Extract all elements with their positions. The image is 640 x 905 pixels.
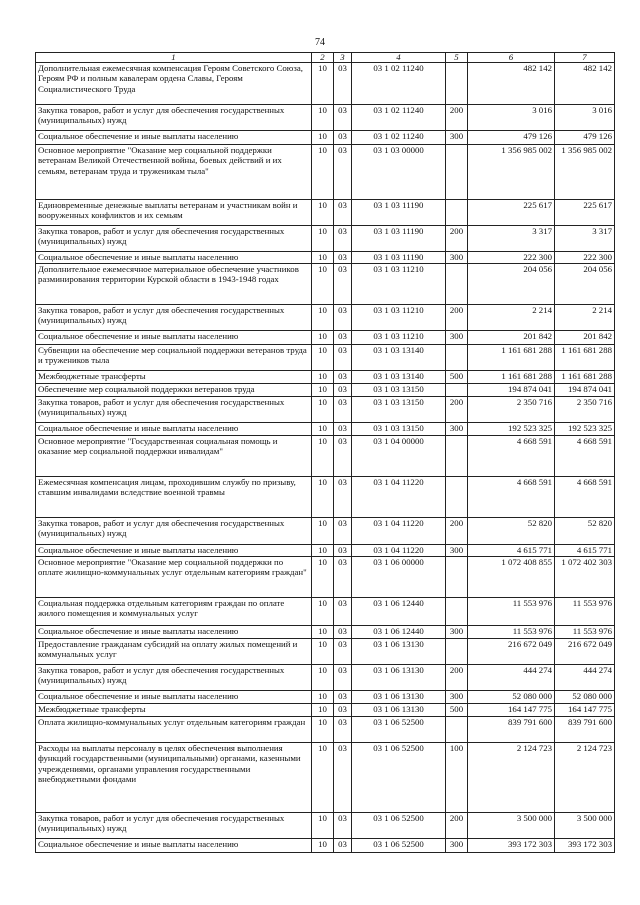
table-row — [36, 704, 615, 717]
amount-2: 194 874 041 — [555, 384, 615, 397]
target-article-code: 03 1 06 13130 — [352, 639, 446, 665]
expense-type-code — [446, 145, 468, 200]
row-name: Оплата жилищно-коммунальных услуг отдельным категориям граждан — [36, 717, 312, 743]
section-code: 10 — [312, 545, 334, 557]
section-code: 10 — [312, 717, 334, 743]
section-code: 10 — [312, 397, 334, 423]
subsection-code: 03 — [334, 105, 352, 131]
expense-type-code: 100 — [446, 743, 468, 813]
subsection-code: 03 — [334, 813, 352, 839]
amount-2: 3 500 000 — [555, 813, 615, 839]
table-row — [36, 839, 615, 853]
expense-type-code: 500 — [446, 371, 468, 384]
column-number: 3 — [334, 53, 352, 63]
subsection-code: 03 — [334, 423, 352, 436]
expense-type-code — [446, 477, 468, 518]
section-code: 10 — [312, 331, 334, 345]
table-row — [36, 200, 615, 226]
amount-1: 393 172 303 — [468, 839, 555, 853]
section-code: 10 — [312, 839, 334, 853]
amount-1: 3 500 000 — [468, 813, 555, 839]
target-article-code: 03 1 06 13130 — [352, 665, 446, 691]
target-article-code: 03 1 03 11210 — [352, 331, 446, 345]
target-article-code: 03 1 03 13140 — [352, 371, 446, 384]
table-row — [36, 477, 615, 518]
section-code: 10 — [312, 252, 334, 264]
subsection-code: 03 — [334, 145, 352, 200]
section-code: 10 — [312, 384, 334, 397]
row-name: Межбюджетные трансферты — [36, 371, 312, 384]
target-article-code: 03 1 03 11190 — [352, 252, 446, 264]
target-article-code: 03 1 03 13150 — [352, 397, 446, 423]
subsection-code: 03 — [334, 252, 352, 264]
row-name: Межбюджетные трансферты — [36, 704, 312, 717]
amount-2: 2 214 — [555, 305, 615, 331]
subsection-code: 03 — [334, 704, 352, 717]
table-row — [36, 371, 615, 384]
row-name: Социальное обеспечение и иные выплаты населению — [36, 423, 312, 436]
subsection-code: 03 — [334, 63, 352, 105]
expense-type-code — [446, 63, 468, 105]
expense-type-code — [446, 264, 468, 305]
amount-1: 1 161 681 288 — [468, 371, 555, 384]
subsection-code: 03 — [334, 371, 352, 384]
target-article-code: 03 1 03 13150 — [352, 423, 446, 436]
subsection-code: 03 — [334, 598, 352, 626]
amount-1: 52 080 000 — [468, 691, 555, 704]
expense-type-code: 500 — [446, 704, 468, 717]
amount-2: 52 820 — [555, 518, 615, 545]
row-name: Закупка товаров, работ и услуг для обеспечения государственных (муниципальных) нужд — [36, 813, 312, 839]
section-code: 10 — [312, 743, 334, 813]
table-row — [36, 252, 615, 264]
amount-2: 192 523 325 — [555, 423, 615, 436]
amount-1: 164 147 775 — [468, 704, 555, 717]
subsection-code: 03 — [334, 305, 352, 331]
target-article-code: 03 1 02 11240 — [352, 131, 446, 145]
section-code: 10 — [312, 518, 334, 545]
subsection-code: 03 — [334, 743, 352, 813]
section-code: 10 — [312, 598, 334, 626]
expense-type-code: 300 — [446, 131, 468, 145]
target-article-code: 03 1 04 11220 — [352, 518, 446, 545]
row-name: Дополнительная ежемесячная компенсация Героям Советского Союза, Героям РФ и полным кавалерам ордена Славы, Героям Социалистического Труда — [36, 63, 312, 105]
expense-type-code: 200 — [446, 305, 468, 331]
row-name: Социальное обеспечение и иные выплаты населению — [36, 252, 312, 264]
section-code: 10 — [312, 423, 334, 436]
section-code: 10 — [312, 145, 334, 200]
amount-1: 2 124 723 — [468, 743, 555, 813]
target-article-code: 03 1 03 13140 — [352, 345, 446, 371]
amount-2: 4 668 591 — [555, 477, 615, 518]
target-article-code: 03 1 03 00000 — [352, 145, 446, 200]
amount-2: 225 617 — [555, 200, 615, 226]
subsection-code: 03 — [334, 331, 352, 345]
amount-2: 839 791 600 — [555, 717, 615, 743]
amount-2: 3 016 — [555, 105, 615, 131]
target-article-code: 03 1 06 13130 — [352, 691, 446, 704]
table-row — [36, 545, 615, 557]
subsection-code: 03 — [334, 626, 352, 639]
section-code: 10 — [312, 691, 334, 704]
target-article-code: 03 1 06 12440 — [352, 626, 446, 639]
subsection-code: 03 — [334, 665, 352, 691]
amount-2: 216 672 049 — [555, 639, 615, 665]
subsection-code: 03 — [334, 384, 352, 397]
subsection-code: 03 — [334, 345, 352, 371]
amount-2: 3 317 — [555, 226, 615, 252]
row-name: Основное мероприятие "Оказание мер социальной поддержки по оплате жилищно-коммунальных услуг отдельным категориям граждан" — [36, 557, 312, 598]
target-article-code: 03 1 04 11220 — [352, 545, 446, 557]
subsection-code: 03 — [334, 397, 352, 423]
amount-2: 2 350 716 — [555, 397, 615, 423]
amount-2: 482 142 — [555, 63, 615, 105]
amount-1: 4 668 591 — [468, 436, 555, 477]
expense-type-code — [446, 717, 468, 743]
budget-table — [35, 52, 615, 853]
amount-1: 52 820 — [468, 518, 555, 545]
amount-1: 1 072 408 855 — [468, 557, 555, 598]
target-article-code: 03 1 03 11210 — [352, 264, 446, 305]
section-code: 10 — [312, 371, 334, 384]
row-name: Закупка товаров, работ и услуг для обеспечения государственных (муниципальных) нужд — [36, 105, 312, 131]
subsection-code: 03 — [334, 518, 352, 545]
expense-type-code: 300 — [446, 626, 468, 639]
table-body — [36, 63, 615, 853]
section-code: 10 — [312, 305, 334, 331]
amount-1: 194 874 041 — [468, 384, 555, 397]
target-article-code: 03 1 06 13130 — [352, 704, 446, 717]
amount-1: 839 791 600 — [468, 717, 555, 743]
row-name: Социальное обеспечение и иные выплаты населению — [36, 545, 312, 557]
table-row — [36, 305, 615, 331]
column-number: 1 — [36, 53, 312, 63]
target-article-code: 03 1 02 11240 — [352, 105, 446, 131]
expense-type-code: 300 — [446, 252, 468, 264]
amount-1: 192 523 325 — [468, 423, 555, 436]
amount-1: 11 553 976 — [468, 626, 555, 639]
table-row — [36, 345, 615, 371]
row-name: Единовременные денежные выплаты ветеранам и участникам войн и вооруженных конфликтов и их семьям — [36, 200, 312, 226]
row-name: Обеспечение мер социальной поддержки ветеранов труда — [36, 384, 312, 397]
amount-2: 11 553 976 — [555, 626, 615, 639]
target-article-code: 03 1 06 52500 — [352, 813, 446, 839]
section-code: 10 — [312, 345, 334, 371]
table-row — [36, 665, 615, 691]
expense-type-code — [446, 598, 468, 626]
expense-type-code — [446, 384, 468, 397]
amount-2: 479 126 — [555, 131, 615, 145]
amount-2: 204 056 — [555, 264, 615, 305]
amount-1: 482 142 — [468, 63, 555, 105]
subsection-code: 03 — [334, 226, 352, 252]
expense-type-code: 200 — [446, 665, 468, 691]
table-row — [36, 384, 615, 397]
subsection-code: 03 — [334, 264, 352, 305]
expense-type-code: 200 — [446, 397, 468, 423]
row-name: Субвенции на обеспечение мер социальной поддержки ветеранов труда и тружеников тыла — [36, 345, 312, 371]
page-number: 74 — [315, 37, 325, 48]
expense-type-code — [446, 557, 468, 598]
row-name: Социальное обеспечение и иные выплаты населению — [36, 331, 312, 345]
expense-type-code: 300 — [446, 545, 468, 557]
row-name: Социальное обеспечение и иные выплаты населению — [36, 691, 312, 704]
amount-1: 3 016 — [468, 105, 555, 131]
amount-1: 479 126 — [468, 131, 555, 145]
expense-type-code: 300 — [446, 691, 468, 704]
amount-1: 2 350 716 — [468, 397, 555, 423]
subsection-code: 03 — [334, 839, 352, 853]
target-article-code: 03 1 06 00000 — [352, 557, 446, 598]
subsection-code: 03 — [334, 717, 352, 743]
row-name: Социальное обеспечение и иные выплаты населению — [36, 839, 312, 853]
target-article-code: 03 1 03 11190 — [352, 226, 446, 252]
section-code: 10 — [312, 264, 334, 305]
section-code: 10 — [312, 813, 334, 839]
amount-1: 444 274 — [468, 665, 555, 691]
column-number: 7 — [555, 53, 615, 63]
row-name: Закупка товаров, работ и услуг для обеспечения государственных (муниципальных) нужд — [36, 305, 312, 331]
amount-2: 1 161 681 288 — [555, 371, 615, 384]
column-number: 2 — [312, 53, 334, 63]
amount-2: 201 842 — [555, 331, 615, 345]
table-row — [36, 131, 615, 145]
target-article-code: 03 1 03 13150 — [352, 384, 446, 397]
section-code: 10 — [312, 557, 334, 598]
amount-1: 3 317 — [468, 226, 555, 252]
table-row — [36, 743, 615, 813]
amount-2: 11 553 976 — [555, 598, 615, 626]
table-row — [36, 557, 615, 598]
target-article-code: 03 1 06 52500 — [352, 743, 446, 813]
subsection-code: 03 — [334, 691, 352, 704]
target-article-code: 03 1 06 52500 — [352, 839, 446, 853]
row-name: Предоставление гражданам субсидий на оплату жилых помещений и коммунальных услуг — [36, 639, 312, 665]
subsection-code: 03 — [334, 131, 352, 145]
amount-2: 4 615 771 — [555, 545, 615, 557]
amount-1: 222 300 — [468, 252, 555, 264]
section-code: 10 — [312, 665, 334, 691]
target-article-code: 03 1 04 00000 — [352, 436, 446, 477]
amount-2: 52 080 000 — [555, 691, 615, 704]
column-number: 5 — [446, 53, 468, 63]
section-code: 10 — [312, 477, 334, 518]
amount-2: 222 300 — [555, 252, 615, 264]
row-name: Закупка товаров, работ и услуг для обеспечения государственных (муниципальных) нужд — [36, 518, 312, 545]
amount-1: 204 056 — [468, 264, 555, 305]
target-article-code: 03 1 03 11210 — [352, 305, 446, 331]
subsection-code: 03 — [334, 557, 352, 598]
amount-2: 1 072 402 303 — [555, 557, 615, 598]
subsection-code: 03 — [334, 545, 352, 557]
expense-type-code: 200 — [446, 813, 468, 839]
column-number-row — [36, 53, 615, 63]
expense-type-code: 300 — [446, 839, 468, 853]
row-name: Закупка товаров, работ и услуг для обеспечения государственных (муниципальных) нужд — [36, 226, 312, 252]
table-row — [36, 331, 615, 345]
expense-type-code: 200 — [446, 105, 468, 131]
expense-type-code: 300 — [446, 331, 468, 345]
section-code: 10 — [312, 200, 334, 226]
amount-2: 164 147 775 — [555, 704, 615, 717]
subsection-code: 03 — [334, 639, 352, 665]
row-name: Основное мероприятие "Государственная социальная помощь и оказание мер социальной поддержки инвалидам" — [36, 436, 312, 477]
table-row — [36, 105, 615, 131]
row-name: Дополнительное ежемесячное материальное обеспечение участников разминирования территории Курской области в 1943-1948 годах — [36, 264, 312, 305]
table-row — [36, 639, 615, 665]
subsection-code: 03 — [334, 436, 352, 477]
table-row — [36, 264, 615, 305]
target-article-code: 03 1 06 12440 — [352, 598, 446, 626]
row-name: Ежемесячная компенсация лицам, проходившим службу по призыву, ставшим инвалидами вследствие военной травмы — [36, 477, 312, 518]
expense-type-code: 300 — [446, 423, 468, 436]
row-name: Закупка товаров, работ и услуг для обеспечения государственных (муниципальных) нужд — [36, 665, 312, 691]
table-row — [36, 691, 615, 704]
table-row — [36, 226, 615, 252]
table-row — [36, 436, 615, 477]
column-number: 6 — [468, 53, 555, 63]
section-code: 10 — [312, 639, 334, 665]
section-code: 10 — [312, 131, 334, 145]
section-code: 10 — [312, 105, 334, 131]
table-row — [36, 145, 615, 200]
table-row — [36, 717, 615, 743]
section-code: 10 — [312, 226, 334, 252]
target-article-code: 03 1 06 52500 — [352, 717, 446, 743]
amount-2: 2 124 723 — [555, 743, 615, 813]
column-number: 4 — [352, 53, 446, 63]
expense-type-code — [446, 639, 468, 665]
table-row — [36, 63, 615, 105]
expense-type-code: 200 — [446, 518, 468, 545]
amount-1: 11 553 976 — [468, 598, 555, 626]
expense-type-code — [446, 345, 468, 371]
table-row — [36, 397, 615, 423]
row-name: Социальная поддержка отдельным категориям граждан по оплате жилого помещения и коммунальных услуг — [36, 598, 312, 626]
amount-1: 1 161 681 288 — [468, 345, 555, 371]
amount-1: 201 842 — [468, 331, 555, 345]
amount-1: 225 617 — [468, 200, 555, 226]
amount-1: 2 214 — [468, 305, 555, 331]
amount-1: 4 615 771 — [468, 545, 555, 557]
expense-type-code: 200 — [446, 226, 468, 252]
target-article-code: 03 1 03 11190 — [352, 200, 446, 226]
table-row — [36, 598, 615, 626]
amount-2: 393 172 303 — [555, 839, 615, 853]
section-code: 10 — [312, 436, 334, 477]
amount-1: 1 356 985 002 — [468, 145, 555, 200]
amount-1: 4 668 591 — [468, 477, 555, 518]
row-name: Социальное обеспечение и иные выплаты населению — [36, 626, 312, 639]
target-article-code: 03 1 04 11220 — [352, 477, 446, 518]
section-code: 10 — [312, 626, 334, 639]
amount-1: 216 672 049 — [468, 639, 555, 665]
subsection-code: 03 — [334, 200, 352, 226]
amount-2: 1 161 681 288 — [555, 345, 615, 371]
amount-2: 1 356 985 002 — [555, 145, 615, 200]
row-name: Закупка товаров, работ и услуг для обеспечения государственных (муниципальных) нужд — [36, 397, 312, 423]
row-name: Социальное обеспечение и иные выплаты населению — [36, 131, 312, 145]
amount-2: 444 274 — [555, 665, 615, 691]
table-row — [36, 813, 615, 839]
row-name: Основное мероприятие "Оказание мер социальной поддержки ветеранам Великой Отечественной войны, боевых действий и их семьям, ветеранам труда и труженикам тыла" — [36, 145, 312, 200]
row-name: Расходы на выплаты персоналу в целях обеспечения выполнения функций государственными (муниципальными) органами, казенными учреждениями, органами управления государственными внебюджетными фондами — [36, 743, 312, 813]
amount-2: 4 668 591 — [555, 436, 615, 477]
section-code: 10 — [312, 704, 334, 717]
expense-type-code — [446, 436, 468, 477]
expense-type-code — [446, 200, 468, 226]
table-row — [36, 423, 615, 436]
section-code: 10 — [312, 63, 334, 105]
target-article-code: 03 1 02 11240 — [352, 63, 446, 105]
subsection-code: 03 — [334, 477, 352, 518]
table-row — [36, 626, 615, 639]
table-row — [36, 518, 615, 545]
